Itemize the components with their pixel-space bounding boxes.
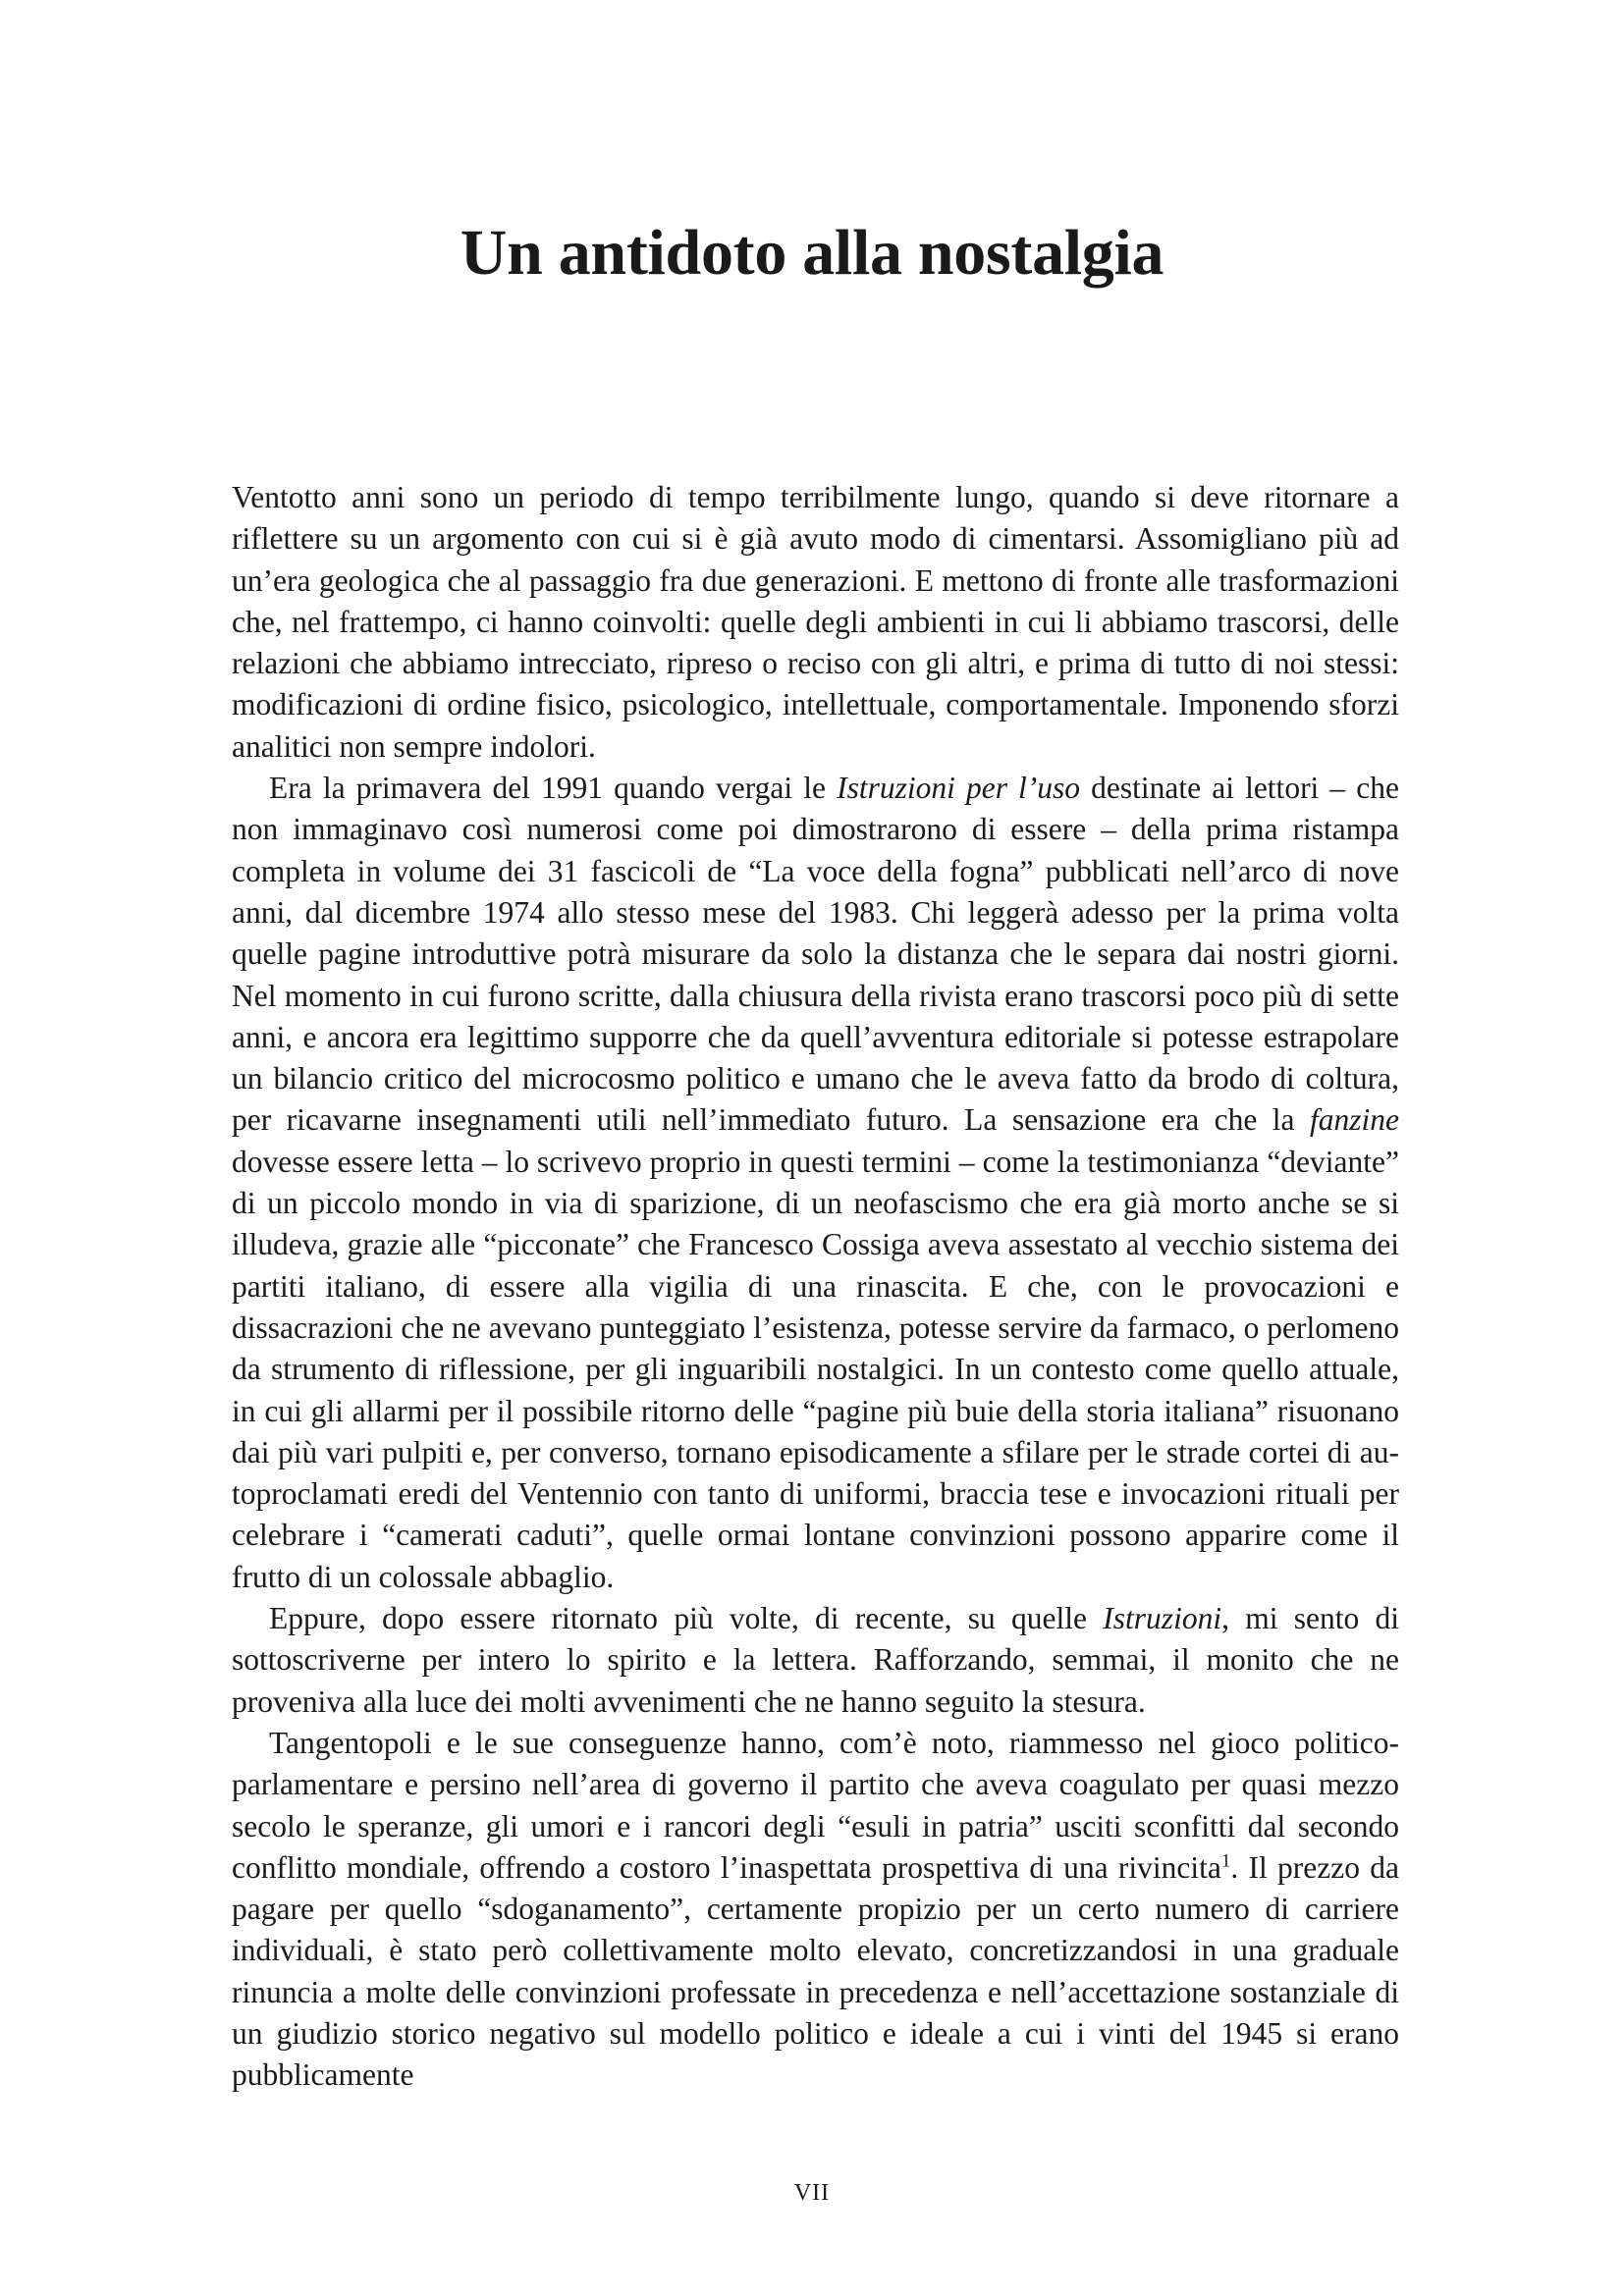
body-text xyxy=(232,477,1399,2097)
footnote-marker[interactable]: 1 xyxy=(1220,1850,1231,1872)
text-run: dovesse essere letta – lo scrivevo proprio in questi termini – come la testimonianza “deviante” di un piccolo mondo in via di sparizione, di un neofascismo che era già morto anche se si illudeva, grazie alle “picconate” che Francesco Cossiga aveva assestato al vecchio sistema dei partiti italiano, di essere alla vigilia di una rinascita. E che, con le provocazioni e dissacrazioni che ne avevano punteggiato l’esistenza, potesse servire da farmaco, o perlomeno da strumento di riflessione, per gli inguaribili nostalgici. In un contesto come quello attuale, in cui gli allarmi per il possibile ritorno delle “pagine più buie della storia italiana” risuonano dai più vari pulpiti e, per converso, tornano episodicamente a sfilare per le strade cortei di autoproclamati eredi del Ventennio con tanto di uniformi, braccia tese e invocazioni rituali per celebrare i “camerati caduti”, quelle ormai lontane convinzioni possono apparire come il frutto di un colossale abbaglio. xyxy=(232,1144,1399,1594)
paragraph xyxy=(232,768,1399,1598)
text-run: Ventotto anni sono un periodo di tempo terribilmente lungo, quando si deve ritornare a riflettere su un argomento con cui si è già avuto modo di cimentarsi. Assomigliano più ad un’era geologica che al passaggio fra due generazioni. E mettono di fronte alle trasformazioni che, nel frattempo, ci hanno coinvolti: quelle degli ambienti in cui li abbiamo trascorsi, delle relazioni che abbiamo intrecciato, ripreso o reciso con gli altri, e prima di tutto di noi stessi: modificazioni di ordine fisico, psicologico, intellettuale, comportamentale. Imponendo sforzi analitici non sempre indolori. xyxy=(232,480,1399,764)
text-run: Tangentopoli e le sue conseguenze hanno, com’è noto, riammesso nel gioco politico-parlamentare e persino nell’area di governo il partito che aveva coagulato per quasi mezzo secolo le speranze, gli umori e i rancori degli “esuli in patria” usciti sconfitti dal secondo conflitto mondiale, offrendo a costoro l’inaspettata prospettiva di una rivincita xyxy=(232,1725,1399,1885)
paragraph xyxy=(232,1723,1399,2097)
text-run: . Il prezzo da pagare per quello “sdoganamento”, certamente propizio per un certo numero di carriere individuali, è stato però collettivamente molto elevato, concretizzandosi in una graduale rinuncia a molte delle convinzioni professate in precedenza e nell’accettazione sostanziale di un giudizio storico negativo sul modello politico e ideale a cui i vinti del 1945 si erano pubblicamente xyxy=(232,1849,1399,2093)
italic-title: Istruzioni xyxy=(1103,1601,1222,1636)
text-run: , mi sento di sottoscriverne per intero lo spirito e la lettera. Rafforzando, semmai, il monito che ne proveniva alla luce dei molti avvenimenti che ne hanno seguito la stesura. xyxy=(232,1601,1399,1719)
text-run: destinate ai lettori – che non immaginavo così numerosi come poi dimostrarono di essere – della prima ristampa completa in volume dei 31 fascicoli de “La voce della fogna” pubblicati nell’arco di nove anni, dal dicembre 1974 allo stesso mese del 1983. Chi leggerà adesso per la prima volta quelle pagine introduttive potrà misurare da solo la distanza che le separa dai nostri giorni. Nel momento in cui furono scritte, dalla chiusura della rivista erano trascorsi poco più di sette anni, e ancora era legittimo supporre che da quell’avventura editoriale si potesse estrapolare un bilancio critico del microcosmo politico e umano che le aveva fatto da brodo di coltura, per ricavarne insegnamenti utili nell’immediato futuro. La sensazione era che la xyxy=(232,771,1399,1138)
paragraph xyxy=(232,1598,1399,1723)
page-number: VII xyxy=(793,2180,831,2206)
italic-title: Istruzioni per l’uso xyxy=(837,771,1081,806)
text-run: Era la primavera del 1991 quando vergai le xyxy=(269,771,838,806)
text-run: Eppure, dopo essere ritornato più volte, di recente, su quelle xyxy=(269,1601,1104,1636)
paragraph xyxy=(232,477,1399,768)
italic-term: fanzine xyxy=(1310,1102,1399,1138)
chapter-title: Un antidoto alla nostalgia xyxy=(460,217,1164,289)
